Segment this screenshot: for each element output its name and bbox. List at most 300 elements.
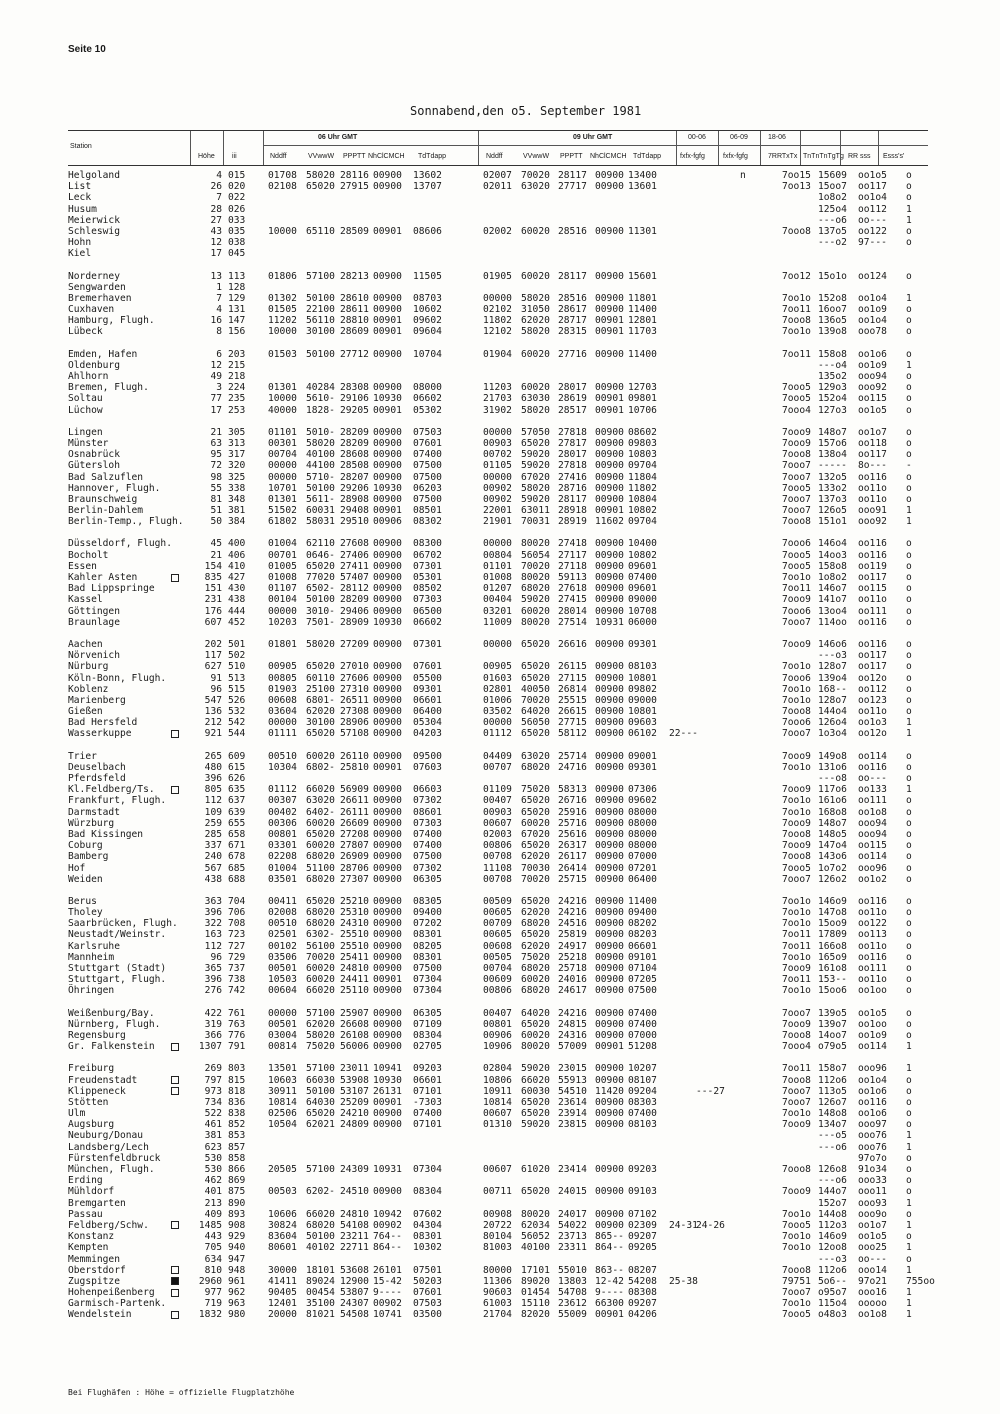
table-cell: 05500 bbox=[413, 672, 442, 684]
table-cell: 09000 bbox=[628, 694, 657, 706]
table-cell: o bbox=[906, 929, 912, 941]
table-cell: 444 bbox=[228, 605, 246, 617]
table-cell: 980 bbox=[228, 1309, 246, 1321]
table-cell: 01310 bbox=[483, 1119, 512, 1131]
station-height: 96 bbox=[210, 951, 222, 963]
table-cell: 58112 bbox=[558, 728, 587, 740]
table-cell: 7ooo9 bbox=[782, 784, 811, 796]
station-name: Braunschweig bbox=[68, 493, 138, 505]
station-height: 422 bbox=[204, 1007, 222, 1019]
table-row bbox=[68, 606, 948, 617]
table-cell: 24210 bbox=[340, 1108, 369, 1120]
table-cell: 60020 bbox=[306, 750, 335, 762]
table-cell: 62020 bbox=[521, 315, 550, 327]
table-cell: 038 bbox=[228, 237, 246, 249]
station-height: 176 bbox=[204, 605, 222, 617]
station-height: 151 bbox=[204, 583, 222, 595]
table-cell: 00605 bbox=[483, 907, 512, 919]
table-cell: 97o7o bbox=[858, 1152, 887, 1164]
table-cell: oo115 bbox=[858, 840, 887, 852]
table-cell: 00000 bbox=[483, 471, 512, 483]
table-cell: 27117 bbox=[558, 549, 587, 561]
table-row bbox=[68, 505, 948, 516]
table-cell: 07500 bbox=[413, 493, 442, 505]
table-cell: 706 bbox=[228, 907, 246, 919]
table-cell: 40000 bbox=[268, 404, 297, 416]
table-cell: ooo16 bbox=[858, 1287, 887, 1299]
table-row bbox=[68, 907, 948, 918]
table-cell: o bbox=[906, 1231, 912, 1243]
table-cell: 59020 bbox=[521, 594, 550, 606]
table-cell: 12703 bbox=[628, 382, 657, 394]
table-cell: 147o8 bbox=[818, 907, 847, 919]
table-row bbox=[68, 1242, 948, 1253]
table-cell: o bbox=[906, 449, 912, 461]
table-cell: 65020 bbox=[521, 638, 550, 650]
table-cell: 23713 bbox=[558, 1231, 587, 1243]
table-cell: 54022 bbox=[558, 1219, 587, 1231]
table-cell: 27818 bbox=[558, 426, 587, 438]
table-cell: 858 bbox=[228, 1152, 246, 1164]
table-cell: 00900 bbox=[373, 873, 402, 885]
table-cell: 7oo1o bbox=[782, 895, 811, 907]
table-cell: 00900 bbox=[373, 862, 402, 874]
table-cell: 28209 bbox=[340, 594, 369, 606]
table-cell: 6302- bbox=[306, 929, 335, 941]
table-cell: 00900 bbox=[595, 706, 624, 718]
table-cell: 7ooo7 bbox=[782, 493, 811, 505]
table-cell: 65020 bbox=[306, 181, 335, 193]
table-cell: 152o4 bbox=[818, 393, 847, 405]
table-row bbox=[68, 550, 948, 561]
table-cell: 28516 bbox=[558, 225, 587, 237]
station-height: 240 bbox=[204, 851, 222, 863]
table-cell: 146o9 bbox=[818, 1231, 847, 1243]
table-cell: 7oo11 bbox=[782, 929, 811, 941]
table-cell: 7ooo7 bbox=[782, 1096, 811, 1108]
table-cell: 80020 bbox=[521, 538, 550, 550]
table-cell: 30824 bbox=[268, 1219, 297, 1231]
table-cell: o bbox=[906, 840, 912, 852]
station-name: Berus bbox=[68, 895, 97, 907]
table-cell: 146o9 bbox=[818, 895, 847, 907]
table-cell: 126o4 bbox=[818, 717, 847, 729]
table-cell: 23815 bbox=[558, 1119, 587, 1131]
table-cell: 60020 bbox=[521, 225, 550, 237]
table-cell: 7oo12 bbox=[782, 270, 811, 282]
table-cell: 07304 bbox=[413, 1164, 442, 1175]
table-cell: 00900 bbox=[373, 907, 402, 919]
table-cell: 26101 bbox=[373, 1264, 402, 1276]
table-cell: 00000 bbox=[268, 471, 297, 483]
table-cell: 7ooo6 bbox=[782, 717, 811, 729]
table-row bbox=[68, 1075, 948, 1086]
station-height: 16 bbox=[210, 315, 222, 327]
table-cell: 9---- bbox=[373, 1287, 402, 1299]
table-cell: 28116 bbox=[340, 170, 369, 181]
table-cell: 09602 bbox=[413, 315, 442, 327]
table-cell: 148o7 bbox=[818, 426, 847, 438]
station-name: Landsberg/Lech bbox=[68, 1141, 149, 1153]
table-cell: 00900 bbox=[595, 985, 624, 997]
table-cell: 24510 bbox=[340, 1186, 369, 1198]
table-cell: 26615 bbox=[558, 706, 587, 718]
table-cell: 00900 bbox=[595, 594, 624, 606]
table-cell: 09204 bbox=[628, 1085, 657, 1097]
table-cell: 962 bbox=[228, 1287, 246, 1299]
table-cell: 27717 bbox=[558, 181, 587, 193]
table-cell: 57100 bbox=[306, 1063, 335, 1075]
table-cell: 00900 bbox=[373, 493, 402, 505]
table-cell: 27915 bbox=[340, 181, 369, 193]
table-cell: 54510 bbox=[558, 1085, 587, 1097]
table-cell: 22001 bbox=[483, 505, 512, 517]
table-cell: 66300 bbox=[595, 1298, 624, 1310]
table-cell: 00900 bbox=[595, 304, 624, 316]
station-height: 530 bbox=[204, 1152, 222, 1164]
table-cell: oo11o bbox=[858, 493, 887, 505]
table-cell: 50100 bbox=[306, 292, 335, 304]
table-cell: 869 bbox=[228, 1175, 246, 1187]
station-name: Zugspitze bbox=[68, 1275, 120, 1287]
table-cell: 27310 bbox=[340, 683, 369, 695]
table-cell: 02501 bbox=[268, 929, 297, 941]
table-cell: 26814 bbox=[558, 683, 587, 695]
station-name: Gütersloh bbox=[68, 460, 120, 472]
table-cell: ---o6 bbox=[818, 214, 847, 226]
table-cell: 25411 bbox=[340, 951, 369, 963]
table-cell: 65020 bbox=[521, 1108, 550, 1120]
table-cell: 27418 bbox=[558, 538, 587, 550]
table-cell: 144o7 bbox=[818, 1186, 847, 1198]
table-cell: 23914 bbox=[558, 1108, 587, 1120]
table-cell: 1 bbox=[906, 359, 912, 371]
table-cell: 00900 bbox=[373, 605, 402, 617]
table-cell: 07503 bbox=[413, 426, 442, 438]
table-cell: 10602 bbox=[413, 304, 442, 316]
table-cell: oo117 bbox=[858, 572, 887, 583]
table-cell: 40102 bbox=[306, 1242, 335, 1254]
table-cell: 02102 bbox=[483, 304, 512, 316]
table-cell: o bbox=[906, 1208, 912, 1220]
table-cell: 00900 bbox=[595, 1108, 624, 1120]
table-cell: 63011 bbox=[521, 505, 550, 517]
table-cell: 26110 bbox=[340, 750, 369, 762]
table-cell: ---o6 bbox=[818, 1175, 847, 1187]
table-cell: 00900 bbox=[373, 594, 402, 606]
table-cell: 65020 bbox=[521, 806, 550, 818]
table-cell: 58020 bbox=[521, 326, 550, 338]
header-09-gmt: 09 Uhr GMT bbox=[573, 134, 613, 141]
station-height: 3 bbox=[216, 382, 222, 394]
table-cell: ooo94 bbox=[858, 828, 887, 840]
table-cell: 11306 bbox=[483, 1275, 512, 1287]
table-cell: 05304 bbox=[413, 717, 442, 729]
table-cell: 28517 bbox=[558, 404, 587, 416]
table-cell: 7ooo9 bbox=[782, 638, 811, 650]
table-cell: 7ooo9 bbox=[782, 1018, 811, 1030]
table-cell: o bbox=[906, 1096, 912, 1108]
table-cell: 00901 bbox=[373, 326, 402, 338]
table-cell: ooo9o bbox=[858, 1208, 887, 1220]
table-cell: 53107 bbox=[340, 1085, 369, 1097]
table-cell: 406 bbox=[228, 549, 246, 561]
table-cell: 28716 bbox=[558, 482, 587, 494]
table-cell: o bbox=[906, 862, 912, 874]
table-cell: 07304 bbox=[413, 974, 442, 986]
table-cell: 07601 bbox=[413, 661, 442, 673]
table-cell: 00900 bbox=[373, 572, 402, 583]
table-cell: 764-- bbox=[373, 1231, 402, 1243]
table-cell: 68020 bbox=[306, 918, 335, 930]
station-name: Helgoland bbox=[68, 170, 120, 181]
table-row bbox=[68, 1231, 948, 1242]
station-name: Münster bbox=[68, 437, 109, 449]
table-cell: 147o4 bbox=[818, 840, 847, 852]
table-row bbox=[68, 1276, 948, 1287]
table-cell: 08302 bbox=[413, 516, 442, 528]
table-cell: 761 bbox=[228, 1007, 246, 1019]
table-row bbox=[68, 561, 948, 572]
table-cell: 00711 bbox=[483, 1186, 512, 1198]
table-cell: 00000 bbox=[268, 1007, 297, 1019]
table-cell: o bbox=[906, 940, 912, 952]
table-row bbox=[68, 695, 948, 706]
station-height: 835 bbox=[204, 572, 222, 583]
table-cell: 00902 bbox=[483, 482, 512, 494]
header-esss: Esss's' bbox=[883, 153, 905, 160]
table-cell: 57100 bbox=[306, 1007, 335, 1019]
table-cell: o bbox=[906, 1018, 912, 1030]
table-cell: 06603 bbox=[413, 784, 442, 796]
table-cell: 24015 bbox=[558, 1186, 587, 1198]
table-cell: 60020 bbox=[521, 605, 550, 617]
table-cell: 00900 bbox=[595, 974, 624, 986]
table-cell: 89024 bbox=[306, 1275, 335, 1287]
table-cell: 742 bbox=[228, 985, 246, 997]
station-group bbox=[68, 170, 948, 260]
station-height: 2960 bbox=[198, 1275, 222, 1287]
table-cell: 25716 bbox=[558, 817, 587, 829]
table-cell: 07400 bbox=[628, 1018, 657, 1030]
table-cell: 26414 bbox=[558, 862, 587, 874]
table-cell: o bbox=[906, 750, 912, 762]
table-cell: 06400 bbox=[628, 873, 657, 885]
station-height: 396 bbox=[204, 907, 222, 919]
station-height: 567 bbox=[204, 862, 222, 874]
station-name: Deuselbach bbox=[68, 761, 126, 773]
table-cell: 00900 bbox=[595, 717, 624, 729]
station-height: 530 bbox=[204, 1164, 222, 1175]
table-row bbox=[68, 405, 948, 416]
table-cell: o bbox=[906, 683, 912, 695]
table-cell: 1 bbox=[906, 1041, 912, 1053]
station-height: 337 bbox=[204, 840, 222, 852]
station-name: Wasserkuppe bbox=[68, 728, 132, 740]
table-cell: 1o7o2 bbox=[818, 862, 847, 874]
table-cell: 1 bbox=[906, 1219, 912, 1231]
table-cell: o bbox=[906, 951, 912, 963]
table-row bbox=[68, 304, 948, 315]
table-cell: 00900 bbox=[373, 840, 402, 852]
station-name: Emden, Hafen bbox=[68, 348, 138, 360]
station-name: Hohenpeißenberg bbox=[68, 1287, 155, 1299]
table-cell: 07303 bbox=[413, 594, 442, 606]
table-cell: 65020 bbox=[521, 672, 550, 684]
station-name: Tholey bbox=[68, 907, 103, 919]
station-name: Gießen bbox=[68, 706, 103, 718]
table-cell: 28617 bbox=[558, 304, 587, 316]
table-cell: 06000 bbox=[628, 616, 657, 628]
table-cell: 09601 bbox=[628, 560, 657, 572]
table-cell: 00604 bbox=[268, 985, 297, 997]
table-cell: 25616 bbox=[558, 828, 587, 840]
table-cell: 7ooo8 bbox=[782, 851, 811, 863]
table-cell: 866 bbox=[228, 1164, 246, 1175]
table-cell: oo1o2 bbox=[858, 873, 887, 885]
table-row bbox=[68, 1142, 948, 1153]
table-cell: 13707 bbox=[413, 181, 442, 193]
table-cell: 166o8 bbox=[818, 940, 847, 952]
station-height: 91 bbox=[210, 672, 222, 684]
table-cell: 146o7 bbox=[818, 583, 847, 595]
table-cell: 708 bbox=[228, 918, 246, 930]
table-cell: 21703 bbox=[483, 393, 512, 405]
table-cell: 09704 bbox=[628, 460, 657, 472]
table-cell: 112o6 bbox=[818, 1074, 847, 1086]
table-cell: 80020 bbox=[521, 1208, 550, 1220]
table-cell: 68020 bbox=[306, 1219, 335, 1231]
table-cell: 384 bbox=[228, 516, 246, 528]
table-cell: oo12o bbox=[858, 728, 887, 740]
footnote: Bei Flughäfen : Höhe = offizielle Flugplatzhöhe bbox=[68, 1388, 295, 1397]
table-cell: o bbox=[906, 1186, 912, 1198]
table-cell: 31050 bbox=[521, 304, 550, 316]
station-name: Karlsruhe bbox=[68, 940, 120, 952]
table-row bbox=[68, 673, 948, 684]
table-cell: 1 bbox=[906, 1287, 912, 1299]
table-cell: 50100 bbox=[306, 482, 335, 494]
table-cell: 27514 bbox=[558, 616, 587, 628]
table-cell: 12oo8 bbox=[818, 1242, 847, 1254]
table-cell: 28207 bbox=[340, 471, 369, 483]
table-cell: 03201 bbox=[483, 605, 512, 617]
table-row bbox=[68, 293, 948, 304]
table-cell: 68020 bbox=[306, 907, 335, 919]
table-cell: 24216 bbox=[558, 895, 587, 907]
table-cell: 00900 bbox=[373, 170, 402, 181]
table-cell: 7ooo7 bbox=[782, 1007, 811, 1019]
station-height: 1832 bbox=[198, 1309, 222, 1321]
table-cell: 00900 bbox=[373, 1108, 402, 1120]
table-cell: o bbox=[906, 806, 912, 818]
station-group bbox=[68, 1008, 948, 1053]
table-cell: 58020 bbox=[306, 1029, 335, 1041]
table-cell: 09601 bbox=[628, 583, 657, 595]
table-cell: 7ooo7 bbox=[782, 1085, 811, 1097]
table-row bbox=[68, 271, 948, 282]
table-cell: o bbox=[906, 873, 912, 885]
table-cell: 685 bbox=[228, 862, 246, 874]
table-cell: 60020 bbox=[521, 382, 550, 394]
table-cell: 91o34 bbox=[858, 1164, 887, 1175]
table-cell: 02804 bbox=[483, 1063, 512, 1075]
table-cell: 00900 bbox=[595, 806, 624, 818]
table-cell: 00900 bbox=[595, 1018, 624, 1030]
table-cell: 7oo11 bbox=[782, 940, 811, 952]
table-row bbox=[68, 326, 948, 337]
table-cell: 28908 bbox=[340, 493, 369, 505]
table-cell: 65020 bbox=[306, 1108, 335, 1120]
table-cell: 00900 bbox=[373, 672, 402, 684]
table-cell: 10708 bbox=[628, 605, 657, 617]
table-cell: 7oo1o bbox=[782, 326, 811, 338]
table-cell: 28608 bbox=[340, 449, 369, 461]
table-cell: 28509 bbox=[340, 225, 369, 237]
table-row bbox=[68, 360, 948, 371]
table-cell: 25907 bbox=[340, 1007, 369, 1019]
table-cell: 139o5 bbox=[818, 1007, 847, 1019]
table-cell: 00901 bbox=[373, 505, 402, 517]
station-height: 212 bbox=[204, 717, 222, 729]
table-cell: oo116 bbox=[858, 895, 887, 907]
table-cell: oo1o4 bbox=[858, 1074, 887, 1086]
table-cell: ooo76 bbox=[858, 1130, 887, 1142]
table-cell: 20000 bbox=[268, 1309, 297, 1321]
table-cell: 10400 bbox=[628, 538, 657, 550]
table-cell: 60020 bbox=[306, 974, 335, 986]
table-cell: 7ooo7 bbox=[782, 460, 811, 472]
table-cell: 137o5 bbox=[818, 225, 847, 237]
table-cell: 66030 bbox=[306, 1074, 335, 1086]
table-cell: 7ooo7 bbox=[782, 471, 811, 483]
table-cell: 70030 bbox=[521, 862, 550, 874]
table-cell: 168-- bbox=[818, 683, 847, 695]
table-row bbox=[68, 538, 948, 549]
table-cell: 7ooo6 bbox=[782, 605, 811, 617]
table-cell: 17809 bbox=[818, 929, 847, 941]
table-cell: 00900 bbox=[595, 951, 624, 963]
table-cell: oo119 bbox=[858, 560, 887, 572]
table-cell: 00708 bbox=[483, 851, 512, 863]
table-cell: 51100 bbox=[306, 862, 335, 874]
table-row bbox=[68, 929, 948, 940]
table-cell: 00900 bbox=[373, 795, 402, 807]
table-cell: 00900 bbox=[595, 638, 624, 650]
table-cell: 00704 bbox=[483, 963, 512, 974]
table-cell: 00900 bbox=[595, 784, 624, 796]
table-cell: 00900 bbox=[595, 1164, 624, 1175]
table-cell: 25100 bbox=[306, 683, 335, 695]
table-cell: 00900 bbox=[595, 918, 624, 930]
table-row bbox=[68, 282, 948, 293]
station-name: Konstanz bbox=[68, 1231, 115, 1243]
table-cell: 7oo1o bbox=[782, 292, 811, 304]
table-cell: 09802 bbox=[628, 683, 657, 695]
table-row bbox=[68, 237, 948, 248]
station-name: Köln-Bonn, Flugh. bbox=[68, 672, 167, 684]
header-vvwww-06: VVwwW bbox=[308, 153, 335, 160]
station-height: 719 bbox=[204, 1298, 222, 1310]
table-cell: o bbox=[906, 895, 912, 907]
table-cell: 01903 bbox=[268, 683, 297, 695]
table-cell: oo116 bbox=[858, 616, 887, 628]
table-cell: 542 bbox=[228, 717, 246, 729]
table-cell: 00900 bbox=[595, 840, 624, 852]
table-cell: 62034 bbox=[521, 1219, 550, 1231]
table-cell: 63020 bbox=[306, 795, 335, 807]
station-height: 81 bbox=[210, 493, 222, 505]
